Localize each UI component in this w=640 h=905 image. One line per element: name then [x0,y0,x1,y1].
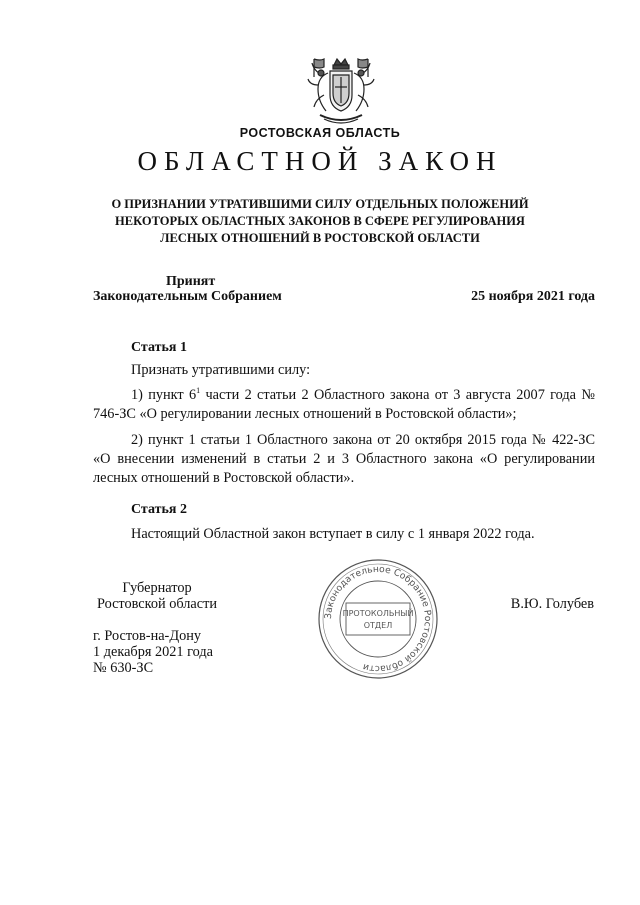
stamp-outer-text: Законодательное Собрание Ростовской области [322,563,434,675]
signatory-name: В.Ю. Голубев [510,596,594,612]
law-number: № 630-ЗС [93,660,154,676]
article-2-text: Настоящий Областной закон вступает в силу с 1 января 2022 года. [131,526,535,542]
law-subject [60,196,580,247]
article-1-heading: Статья 1 [131,340,187,355]
signing-place: г. Ростов-на-Дону [93,628,202,644]
official-stamp [316,557,440,681]
item-1-text-start: 1) пункт 6 [131,387,197,403]
signing-details [93,628,213,676]
law-subject-line: НЕКОТОРЫХ ОБЛАСТНЫХ ЗАКОНОВ В СФЕРЕ РЕГУЛИРОВАНИЯ [115,214,525,228]
article-2-heading: Статья 2 [131,502,187,517]
signatory-position-line: Ростовской области [96,596,218,612]
stamp-inner-line: ПРОТОКОЛЬНЫЙ [342,609,414,618]
region-name: РОСТОВСКАЯ ОБЛАСТЬ [239,126,401,140]
article-1-item-2: 2) пункт 1 статьи 1 Областного закона от 20 октября 2015 года № 422-ЗС «О внесении изменений в статьи 2 и 3 Областного закона «О регулировании лесных отношений в Ростовской области». [93,432,595,486]
stamp-inner-line: ОТДЕЛ [363,621,393,630]
adoption-date: 25 ноября 2021 года [471,289,595,304]
adopted-label: Принят [166,274,216,289]
signatory-position [93,580,221,612]
article-1-intro: Признать утратившими силу: [131,362,311,378]
item-1-text-end: части 2 статьи 2 Областного закона от 3 августа 2007 года № 746-ЗС «О регулировании лесных отношений в Ростовской области»; [93,387,595,422]
law-subject-line: ЛЕСНЫХ ОТНОШЕНИЙ В РОСТОВСКОЙ ОБЛАСТИ [160,231,480,245]
article-1-item-1 [93,386,595,424]
item-1-superscript: 1 [196,386,201,395]
document-type-title: ОБЛАСТНОЙ ЗАКОН [137,146,503,176]
coat-of-arms-icon [304,55,378,129]
law-subject-line: О ПРИЗНАНИИ УТРАТИВШИМИ СИЛУ ОТДЕЛЬНЫХ ПОЛОЖЕНИЙ [111,197,529,211]
signing-date: 1 декабря 2021 года [93,644,214,660]
adopted-by: Законодательным Собранием [93,289,282,304]
signatory-position-line: Губернатор [122,580,192,596]
